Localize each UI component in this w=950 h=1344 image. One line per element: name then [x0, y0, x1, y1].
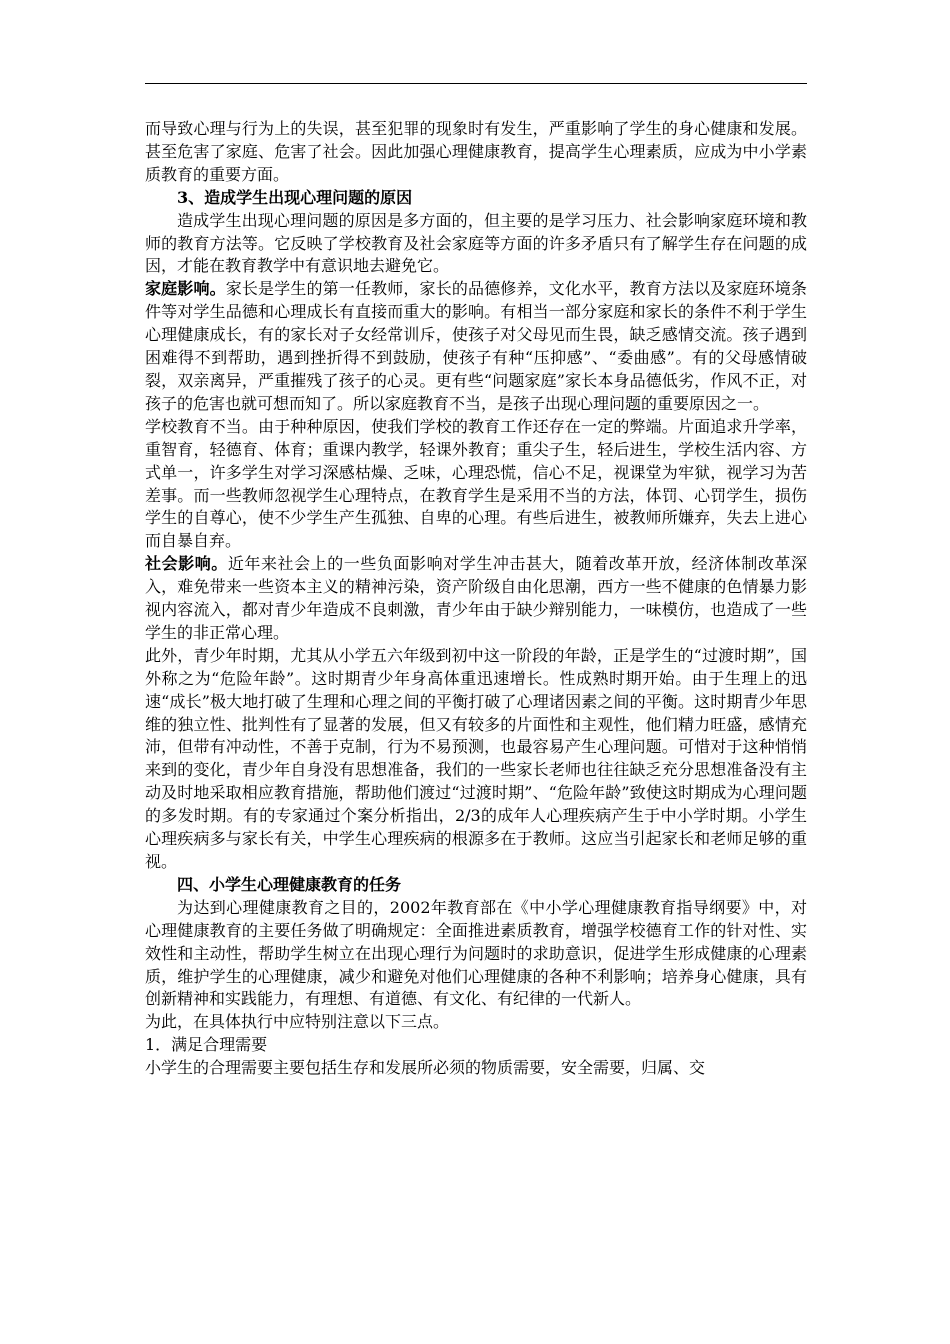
paragraph-intro: 而导致心理与行为上的失误，甚至犯罪的现象时有发生，严重影响了学生的身心健康和发展。甚至危害了家庭、危害了社会。因此加强心理健康教育，提高学生心理素质，应成为中小学素质教育的重要方面。 [145, 119, 807, 184]
paragraph-school: 学校教育不当。由于种种原因，使我们学校的教育工作还存在一定的弊端。片面追求升学率，重智育，轻德育、体育；重课内教学，轻课外教育；重尖子生，轻后进生，学校生活内容、方式单一，许多学生对学习深感枯燥、乏味，心理恐慌，信心不足，视课堂为牢狱，视学习为苦差事。而一些教师忽视学生心理特点，在教育学生是采用不当的方法，体罚、心罚学生，损伤学生的自尊心，使不少学生产生孤独、自卑的心理。有些后进生，被教师所嫌弃，失去上进心而自暴自弃。 [145, 416, 807, 551]
header-rule [145, 83, 807, 84]
paragraph-needs: 小学生的合理需要主要包括生存和发展所必须的物质需要，安全需要，归属、交 [145, 1058, 706, 1078]
paragraph-task: 为达到心理健康教育之目的，2002年教育部在《中小学心理健康教育指导纲要》中，对心理健康教育的主要任务做了明确规定：全面推进素质教育，增强学校德育工作的针对性、实效性和主动性，帮助学生树立在出现心理行为问题时的求助意识，促进学生形成健康的心理素质，维护学生的心理健康，减少和避免对他们心理健康的各种不利影响；培养身心健康，具有创新精神和实践能力，有理想、有道德、有文化、有纪律的一代新人。 [145, 897, 807, 1009]
paragraph-youth: 此外，青少年时期，尤其从小学五六年级到初中这一阶段的年龄，正是学生的“过渡时期”，国外称之为“危险年龄”。这时期青少年身高体重迅速增长。性成熟时期开始。由于生理上的迅速“成长”极大地打破了生理和心理之间的平衡打破了心理诸因素之间的平衡。这时期青少年思维的独立性、批判性有了显著的发展，但又有较多的片面性和主观性，他们精力旺盛，感情充沛，但带有冲动性，不善于克制，行为不易预测，也最容易产生心理问题。可惜对于这种悄悄来到的变化，青少年自身没有思想准备，我们的一些家长老师也往往缺乏充分思想准备没有主动及时地采取相应教育措施，帮助他们渡过“过渡时期”、“危险年龄”致使这时期成为心理问题的多发时期。有的专家通过个案分析指出，2/3的成年人心理疾病产生于中小学时期。小学生心理疾病多与家长有关，中学生心理疾病的根源多在于教师。这应当引起家长和老师足够的重视。 [145, 645, 807, 871]
paragraph-family [145, 278, 807, 415]
society-text: 近年来社会上的一些负面影响对学生冲击甚大，随着改革开放，经济体制改革深入，难免带来一些资本主义的精神污染，资产阶级自由化思潮，西方一些不健康的色情暴力影视内容流入，都对青少年造成不良刺激，青少年由于缺少辩别能力，一味模仿，也造成了一些学生的非正常心理。 [145, 554, 807, 642]
paragraph-note: 为此，在具体执行中应特别注意以下三点。 [145, 1012, 450, 1032]
paragraph-causes: 造成学生出现心理问题的原因是多方面的，但主要的是学习压力、社会影响家庭环境和教师的教育方法等。它反映了学校教育及社会家庭等方面的许多矛盾只有了解学生存在问题的成因，才能在教育教学中有意识地去避免它。 [145, 210, 807, 276]
paragraph-society [145, 553, 807, 645]
family-label: 家庭影响。 [145, 279, 226, 299]
section-heading-3: 3、造成学生出现心理问题的原因 [177, 187, 413, 207]
family-text: 家长是学生的第一任教师，家长的品德修养，文化水平，教育方法以及家庭环境条件等对学生品德和心理成长有直接而重大的影响。有相当一部分家庭和家长的条件不利于学生心理健康成长，有的家长对子女经常训斥，使孩子对父母见而生畏，缺乏感情交流。孩子遇到困难得不到帮助，遇到挫折得不到鼓励，使孩子有种“压抑感”、“委曲感”。有的父母感情破裂，双亲离异，严重摧残了孩子的心灵。更有些“问题家庭”家长本身品德低劣，作风不正，对孩子的危害也就可想而知了。所以家庭教育不当，是孩子出现心理问题的重要原因之一。 [145, 279, 807, 413]
list-item-1: 1．满足合理需要 [145, 1035, 268, 1055]
society-label: 社会影响。 [145, 554, 228, 574]
section-heading-4: 四、小学生心理健康教育的任务 [177, 874, 402, 894]
document-body [145, 118, 807, 1080]
